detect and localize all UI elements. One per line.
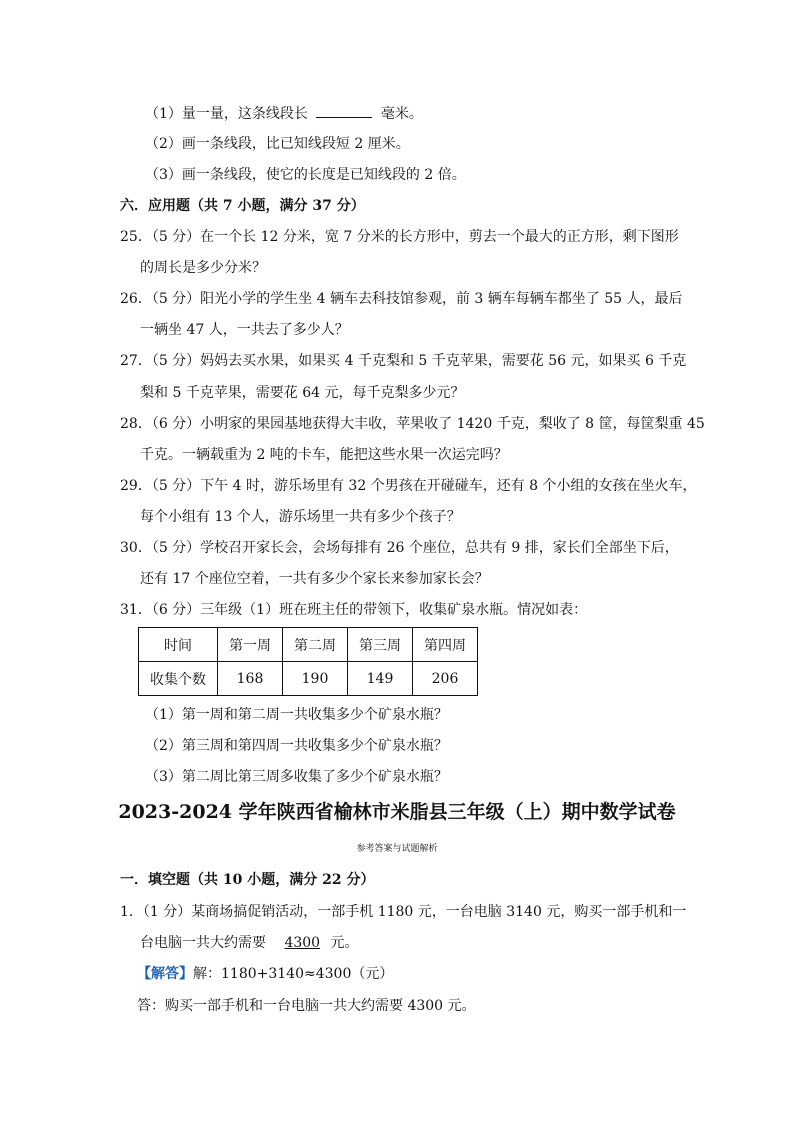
table-header-row xyxy=(139,628,478,662)
measure-item-1 xyxy=(145,103,423,124)
answer-q1-suffix: 元。 xyxy=(330,935,359,951)
question-31-sub-1: （1）第一周和第二周一共收集多少个矿泉水瓶？ xyxy=(145,707,448,723)
table-cell: 时间 xyxy=(139,628,218,662)
question-28-line1: 28．（6 分）小明家的果园基地获得大丰收，苹果收了 1420 千克，梨收了 8 筐，每筐梨重 45 xyxy=(120,416,705,432)
question-31-sub-2: （2）第三周和第四周一共收集多少个矿泉水瓶？ xyxy=(145,738,448,754)
collection-table xyxy=(138,627,478,696)
table-cell: 168 xyxy=(218,662,283,696)
table-cell: 第二周 xyxy=(283,628,348,662)
question-25-line2: 的周长是多少分米？ xyxy=(140,260,266,276)
section-6-heading: 六．应用题（共 7 小题，满分 37 分） xyxy=(120,198,365,214)
question-29-line1: 29．（5 分）下午 4 时，游乐场里有 32 个男孩在开碰碰车，还有 8 个小组的女孩在坐火车， xyxy=(120,478,697,494)
question-31-line1: 31．（6 分）三年级（1）班在班主任的带领下，收集矿泉水瓶。情况如表： xyxy=(120,602,588,618)
answer-blank xyxy=(316,103,372,118)
question-26-line1: 26．（5 分）阳光小学的学生坐 4 辆车去科技馆参观，前 3 辆车每辆车都坐了 55 人，最后 xyxy=(120,291,683,307)
question-29-line2: 每个小组有 13 个人，游乐场里一共有多少个孩子？ xyxy=(140,509,461,525)
measure-item-3: （3）画一条线段，使它的长度是已知线段的 2 倍。 xyxy=(145,167,466,183)
question-30-line1: 30．（5 分）学校召开家长会，会场每排有 26 个座位，总共有 9 排，家长们全部坐下后， xyxy=(120,540,679,556)
answer-q1-filled-blank: 4300 xyxy=(284,935,321,951)
measure-item-1-suffix: 毫米。 xyxy=(380,106,423,122)
question-28-line2: 千克。一辆载重为 2 吨的卡车，能把这些水果一次运完吗？ xyxy=(140,447,508,463)
table-cell: 206 xyxy=(413,662,478,696)
measure-item-1-prefix: （1）量一量，这条线段长 xyxy=(145,106,308,122)
question-27-line1: 27．（5 分）妈妈去买水果，如果买 4 千克梨和 5 千克苹果，需要花 56 元，如果买 6 千克 xyxy=(120,353,687,369)
table-row xyxy=(139,662,478,696)
question-25-line1: 25．（5 分）在一个长 12 分米，宽 7 分米的长方形中，剪去一个最大的正方形，剩下图形 xyxy=(120,229,679,245)
section-1-heading: 一．填空题（共 10 小题，满分 22 分） xyxy=(120,872,375,888)
table-cell: 第四周 xyxy=(413,628,478,662)
question-26-line2: 一辆坐 47 人，一共去了多少人？ xyxy=(140,322,349,338)
answer-q1-prefix: 台电脑一共大约需要 xyxy=(140,935,266,951)
question-31-sub-3: （3）第二周比第三周多收集了多少个矿泉水瓶？ xyxy=(145,769,448,785)
table-cell: 第一周 xyxy=(218,628,283,662)
answer-doc-title: 2023-2024 学年陕西省榆林市米脂县三年级（上）期中数学试卷 xyxy=(118,801,676,823)
answer-q1-line1: 1．（1 分）某商场搞促销活动，一部手机 1180 元，一台电脑 3140 元，购买一部手机和一 xyxy=(120,904,687,920)
solution-tag: 【解答】 xyxy=(137,966,193,982)
table-cell: 第三周 xyxy=(348,628,413,662)
answer-q1-line2 xyxy=(140,933,359,953)
question-27-line2: 梨和 5 千克苹果，需要花 64 元，每千克梨多少元？ xyxy=(140,385,465,401)
table-cell: 190 xyxy=(283,662,348,696)
solution-text: 解：1180+3140≈4300（元） xyxy=(193,966,394,982)
answer-q1-final: 答：购买一部手机和一台电脑一共大约需要 4300 元。 xyxy=(137,998,476,1014)
table-cell: 收集个数 xyxy=(139,662,218,696)
answer-q1-solution xyxy=(137,964,393,984)
table-cell: 149 xyxy=(348,662,413,696)
question-30-line2: 还有 17 个座位空着，一共有多少个家长来参加家长会？ xyxy=(140,571,489,587)
measure-item-2: （2）画一条线段，比已知线段短 2 厘米。 xyxy=(145,136,410,152)
answer-doc-subtitle: 参考答案与试题解析 xyxy=(356,844,438,854)
